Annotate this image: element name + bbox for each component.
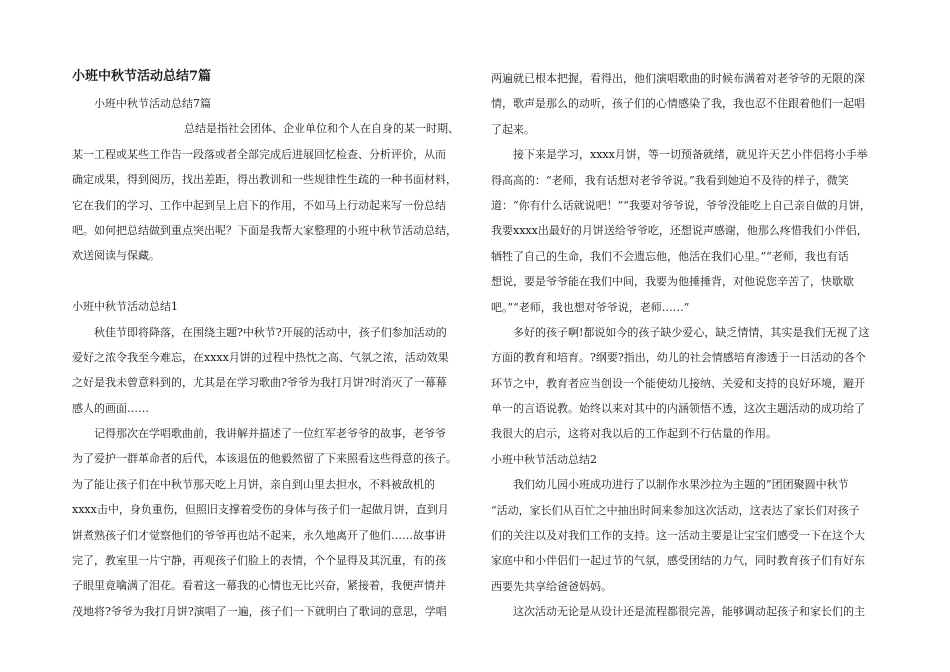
left-text-line: 记得那次在学唱歌曲前，我讲解并描述了一位红军老爷爷的故事，老爷爷 (94, 427, 446, 441)
left-spacer (72, 269, 464, 294)
left-text-line: 饼煮熟孩子们才觉察他们的爷爷再也站不起来，永久地离开了他们……故事讲 (72, 528, 446, 542)
left-text-line: 总结是指社会团体、企业单位和个人在自身的某一时期、 (184, 122, 459, 136)
right-text-line: 吧。”“老师，我也想对爷爷说，老师……” (491, 300, 690, 314)
right-text-line: “活动，家长们从百忙之中抽出时间来参加这次活动，这表达了家长们对孩子 (491, 503, 860, 517)
left-column (72, 66, 464, 624)
right-text-line: 多好的孩子啊!都说如今的孩子缺少爱心，缺乏情情，其实是我们无视了这 (513, 325, 870, 339)
left-text-line: 爱好之浓令我至今难忘，在xxxx月饼的过程中热忱之高、气氛之浓，活动效果 (72, 350, 449, 364)
left-text-line: 为了爱护一群革命者的后代，本该退伍的他毅然留了下来照看这些得意的孩子。 (72, 452, 457, 466)
left-text-line: 确定成果，得到阅历，找出差距，得出教训和一些规律性生疏的一种书面材料， (72, 173, 457, 187)
right-text-line: 单一的言语说教。始终以来对其中的内涵领悟不透，这次主题活动的成功给了 (491, 402, 865, 416)
left-text-line: 子眼里竟噙满了泪花。看着这一幕我的心情也无比兴奋，紧接着，我便声情并 (72, 579, 446, 593)
right-text-line: 环节之中，教育者应当创设一个能使幼儿接纳、关爱和支持的良好环境，避开 (491, 376, 865, 390)
left-text-line: 欢送阅读与保藏。 (72, 249, 160, 263)
document-title: 小班中秋节活动总结7篇 (72, 69, 212, 84)
right-text-line: 我们幼儿园小班成功进行了以制作水果沙拉为主题的”团团聚圆中秋节 (513, 478, 849, 492)
right-text-line: 两遍就已根本把握，看得出，他们演唱歌曲的时候布满着对老爷爷的无限的深 (491, 72, 865, 85)
left-text-line: 茂地将?爷爷为我打月饼?演唱了一遍，孩子们一下就明白了歌词的意思，学唱 (72, 604, 447, 618)
right-text-line: 情，歌声是那么的动听，孩子们的心情感染了我，我也忍不住跟着他们一起唱 (491, 97, 865, 111)
right-text-line: 小班中秋节活动总结2 (491, 452, 597, 466)
right-text-line: 家庭中和小伴侣们一起过节的气氛，感受团结的力气，同时教育孩子们有好东 (491, 554, 865, 568)
right-text-line: 方面的教育和培育。?纲要?指出，幼儿的社会情感培育渗透于一日活动的各个 (491, 351, 866, 365)
right-text-line: 我很大的启示，这将对我以后的工作起到不行估量的作用。 (491, 427, 777, 441)
left-text-line: 为了能让孩子们在中秋节那天吃上月饼，亲自到山里去担水，不料被敌机的 (72, 477, 435, 491)
left-text-line: 感人的画面…… (72, 401, 149, 415)
left-text-line: 之好是我未曾意料到的，尤其是在学习歌曲?爷爷为我打月饼?时消灭了一幕幕 (72, 376, 447, 390)
left-text-line: 吧。如何把总结做到重点突出呢？下面是我帮大家整理的小班中秋节活动总结， (72, 223, 457, 237)
right-text-line: 们的关注以及对我们工作的支持。这一活动主要是让宝宝们感受一下在这个大 (491, 529, 865, 543)
left-text-line: 它在我们的学习、工作中起到呈上启下的作用，不如马上行动起来写一份总结 (72, 198, 446, 212)
right-text-line: 西要先共享给爸爸妈妈。 (491, 579, 612, 593)
right-column (491, 66, 881, 625)
right-text-line: 了起来。 (491, 122, 535, 136)
right-text-line: 道：“你有什么话就说吧！”“我要对爷爷说，爷爷没能吃上自己亲自做的月饼， (491, 198, 871, 212)
right-text-line: 得高高的：“老师，我有话想对老爷爷说。”我看到她迫不及待的样子，微笑 (491, 173, 849, 187)
left-text-line: 小班中秋节活动总结7篇 (94, 97, 211, 110)
right-text-line: 想说，要是爷爷能在我们中间，我要为他捶捶背，对他说您辛苦了，快歇歇 (491, 275, 854, 289)
left-text-line: 小班中秋节活动总结1 (72, 300, 178, 314)
left-text-line: xxxx击中，身负重伤，但照旧支撑着受伤的身体与孩子们一起做月饼，直到月 (72, 503, 449, 517)
left-text-line: 某一工程或某些工作告一段落或者全部完成后进展回忆检查、分析评价，从而 (72, 147, 446, 161)
right-text-line: 牺牲了自己的生命，我们不会遗忘他，他活在我们心里。”“老师，我也有话 (491, 249, 849, 263)
right-text-line: 这次活动无论是从设计还是流程都很完善，能够调动起孩子和家长们的主 (513, 605, 865, 619)
right-text-line: 我要xxxx出最好的月饼送给爷爷吃，还想说声感谢，他那么疼惜我们小伴侣， (491, 224, 868, 238)
right-text-line: 接下来是学习，xxxx月饼，等一切预备就绪，就见许天艺小伴侣将小手举 (513, 148, 868, 162)
left-text-line: 完了，教室里一片宁静，再观孩子们脸上的表情，个个显得及其沉重，有的孩 (72, 554, 446, 568)
left-text-line: 秋佳节即将降落，在围绕主题?中秋节?开展的活动中，孩子们参加活动的 (94, 325, 447, 339)
